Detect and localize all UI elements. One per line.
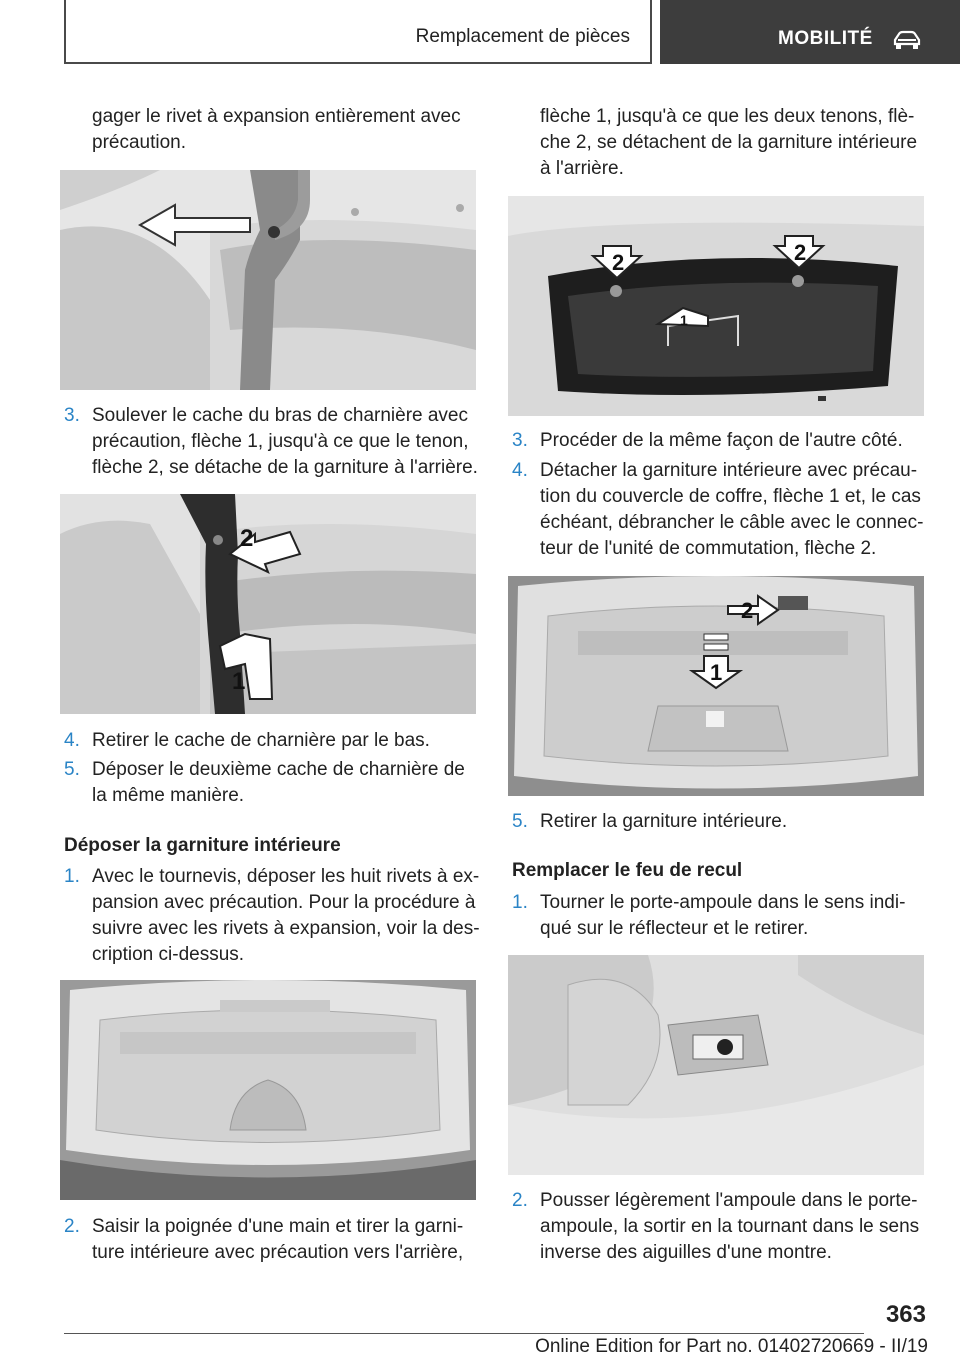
header-chapter-tab [660, 0, 960, 64]
step-r4-line-1: Détacher la garniture intérieure avec précau‐ [540, 460, 918, 481]
step-3-line-1: Soulever le cache du bras de charnière avec [92, 405, 469, 426]
step-c1-number: 1. [512, 892, 528, 913]
section-title: Remplacement de pièces [415, 26, 630, 47]
page-number: 363 [885, 1301, 926, 1328]
step-r4-number: 4. [512, 460, 528, 481]
fig5-label-1: 1 [710, 660, 723, 685]
chapter-title: MOBILITÉ [778, 28, 873, 49]
fig5-label-2: 2 [741, 598, 754, 623]
figure-hinge-arm-rivet [60, 170, 476, 390]
step-4-line-1: Retirer le cache de charnière par le bas. [92, 730, 430, 751]
footer-divider [64, 1333, 864, 1334]
step-3-line-2: précaution, flèche 1, jusqu'à ce que le tenon, [92, 431, 469, 452]
right-intro-line-3: à l'arrière. [540, 158, 624, 179]
step-c2-line-3: inverse des aiguilles d'une montre. [540, 1242, 832, 1263]
step-b2-line-2: ture intérieure avec précaution vers l'arrière, [92, 1242, 464, 1263]
left-intro-line-1: gager le rivet à expansion entièrement avec [92, 106, 461, 127]
fig4-label-2a: 2 [612, 250, 625, 275]
figure-hinge-cover-arrows [60, 494, 476, 714]
step-c2-line-2: ampoule, la sortir en la tournant dans le sens [540, 1216, 920, 1237]
step-c2-number: 2. [512, 1190, 528, 1211]
heading-remove-trim: Déposer la garniture intérieure [64, 835, 341, 856]
step-b1-number: 1. [64, 866, 80, 887]
step-c1-line-1: Tourner le porte-ampoule dans le sens indi‐ [540, 892, 906, 913]
step-b1-line-2: pansion avec précaution. Pour la procédure à [92, 892, 476, 913]
fig2-label-2: 2 [240, 525, 254, 552]
step-5-line-1: Déposer le deuxième cache de charnière de [92, 759, 465, 780]
step-r5-line-1: Retirer la garniture intérieure. [540, 811, 788, 832]
header-section-box [64, 0, 652, 64]
right-intro-line-2: che 2, se détachent de la garniture intérieure [540, 132, 918, 153]
step-b2-line-1: Saisir la poignée d'une main et tirer la garni‐ [92, 1216, 464, 1237]
figure-bulb-holder [508, 955, 924, 1175]
left-intro-line-2: précaution. [92, 132, 187, 153]
step-b1-line-1: Avec le tournevis, déposer les huit rivets à ex‐ [92, 866, 480, 887]
step-5-number: 5. [64, 759, 80, 780]
right-intro-line-1: flèche 1, jusqu'à ce que les deux tenons, flè‐ [540, 106, 915, 127]
step-b1-line-3: suivre avec les rivets à expansion, voir la des‐ [92, 918, 480, 939]
step-5-line-2: la même manière. [92, 785, 245, 806]
heading-replace-reverse-light: Remplacer le feu de recul [512, 860, 743, 881]
figure-trim-tabs [508, 196, 924, 416]
step-c1-line-2: qué sur le réflecteur et le retirer. [540, 918, 809, 939]
figure-trim-connector [508, 576, 924, 796]
figure-trunk-lid-trim [60, 980, 476, 1200]
fig4-label-2b: 2 [794, 240, 807, 265]
step-r5-number: 5. [512, 811, 528, 832]
step-c2-line-1: Pousser légèrement l'ampoule dans le porte- [540, 1190, 918, 1211]
footer-edition: Online Edition for Part no. 01402720669 - II/19 [535, 1336, 928, 1357]
fig2-label-1: 1 [232, 668, 246, 695]
step-4-number: 4. [64, 730, 80, 751]
fig4-label-1: 1 [680, 312, 688, 328]
step-r4-line-2: tion du couvercle de coffre, flèche 1 et, le cas [540, 486, 921, 507]
step-r3-number: 3. [512, 430, 528, 451]
step-b2-number: 2. [64, 1216, 80, 1237]
step-r4-line-4: teur de l'unité de commutation, flèche 2. [540, 538, 877, 559]
step-r4-line-3: échéant, débrancher le câble avec le connec‐ [540, 512, 924, 533]
step-3-number: 3. [64, 405, 80, 426]
car-icon [892, 30, 922, 52]
step-b1-line-4: cription ci-dessus. [92, 944, 245, 965]
step-3-line-3: flèche 2, se détache de la garniture à l'arrière. [92, 457, 478, 478]
step-r3-line-1: Procéder de la même façon de l'autre côté. [540, 430, 903, 451]
